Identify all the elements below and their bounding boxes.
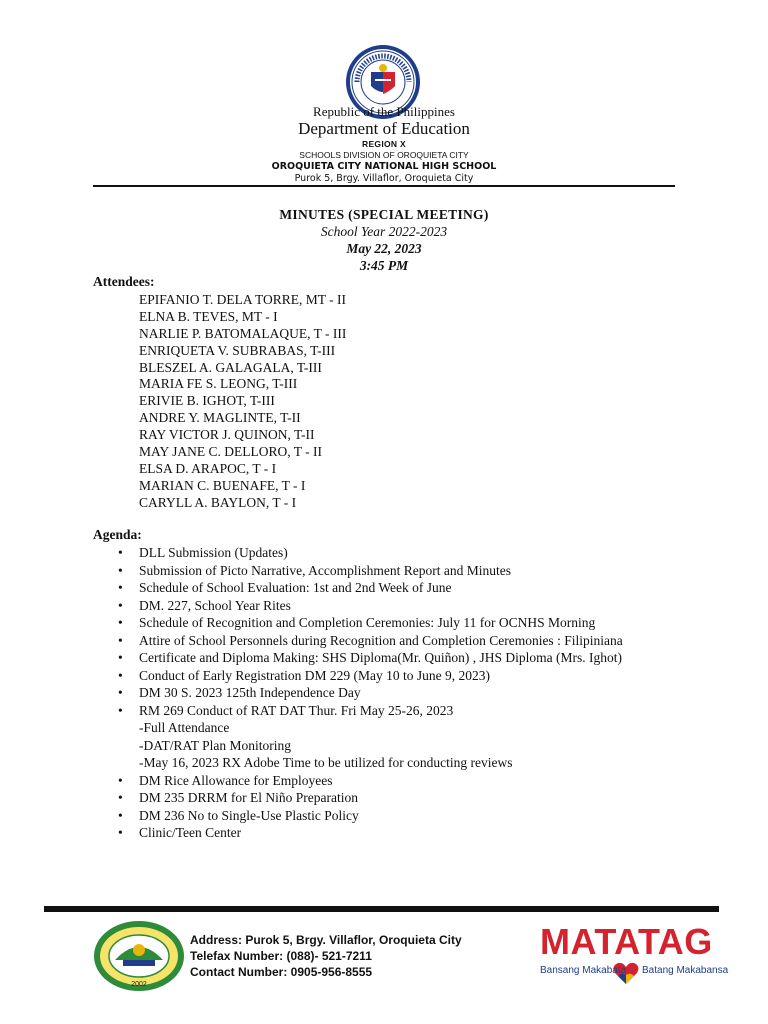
footer-address: Address: Purok 5, Brgy. Villaflor, Oroquieta City (190, 933, 462, 947)
bullet-icon: • (118, 807, 123, 823)
agenda-item-text: DLL Submission (Updates) (139, 545, 288, 560)
agenda-subitem: -May 16, 2023 RX Adobe Time to be utilized for conducting reviews (139, 755, 513, 770)
republic-line: Republic of the Philippines (313, 104, 455, 119)
matatag-tagline-left: Bansang Makabata (540, 965, 627, 976)
agenda-item-text: DM Rice Allowance for Employees (139, 772, 333, 788)
agenda-item (118, 562, 679, 580)
attendee-item: BLESZEL A. GALAGALA, T-III (139, 359, 322, 375)
bullet-icon: • (118, 790, 123, 805)
bullet-icon: • (118, 702, 123, 718)
bullet-icon: • (118, 562, 123, 578)
attendee-item: ELSA D. ARAPOC, T - I (139, 460, 277, 476)
agenda-label: Agenda: (93, 527, 142, 542)
bullet-icon: • (118, 597, 123, 613)
bullet-icon: • (118, 650, 123, 665)
attendee-item: ENRIQUETA V. SUBRABAS, T-III (139, 342, 336, 358)
header-divider (93, 185, 675, 187)
agenda-item (118, 579, 679, 597)
bullet-icon: • (118, 772, 123, 788)
agenda-item-text: RM 269 Conduct of RAT DAT Thur. Fri May 25-26, 2023 (139, 702, 454, 718)
bullet-icon: • (118, 615, 123, 630)
agenda-subitem: -DAT/RAT Plan Monitoring (139, 737, 292, 753)
agenda-item (118, 772, 679, 790)
division-line: SCHOOLS DIVISION OF OROQUIETA CITY (299, 150, 469, 160)
attendee-item: ERIVIE B. IGHOT, T-III (139, 393, 275, 409)
agenda-item (118, 649, 679, 667)
agenda-item (118, 614, 679, 632)
bullet-icon: • (118, 545, 123, 560)
agenda-item-text: DM. 227, School Year Rites (139, 597, 291, 613)
attendees-label: Attendees: (93, 274, 155, 289)
matatag-logo-text: MATATAG (540, 921, 713, 962)
agenda-item (118, 597, 679, 615)
meeting-date: May 22, 2023 (346, 241, 422, 256)
document-title: MINUTES (SPECIAL MEETING) (279, 207, 489, 222)
agenda-item (118, 807, 679, 825)
bullet-icon: • (118, 580, 123, 595)
agenda-item-text: Clinic/Teen Center (139, 825, 242, 840)
bullet-icon: • (118, 667, 123, 683)
matatag-tagline-right: Batang Makabansa (642, 965, 729, 976)
attendee-item: CARYLL A. BAYLON, T - I (139, 494, 297, 510)
agenda-item-text: Schedule of School Evaluation: 1st and 2nd Week of June (139, 580, 452, 595)
attendees-list (139, 292, 346, 512)
department-name: Department of Education (298, 119, 470, 138)
meeting-time: 3:45 PM (359, 258, 409, 273)
footer-divider (44, 906, 719, 912)
agenda-item (118, 789, 679, 807)
attendee-item: ELNA B. TEVES, MT - I (139, 308, 278, 324)
agenda-subitem: -Full Attendance (139, 720, 230, 735)
attendee-item: MAY JANE C. DELLORO, T - II (139, 444, 323, 460)
region-line: REGION X (362, 139, 406, 149)
agenda-item (118, 684, 679, 702)
agenda-item-text: DM 236 No to Single-Use Plastic Policy (139, 807, 359, 823)
attendee-item: MARIA FE S. LEONG, T-III (139, 376, 298, 392)
footer-telefax: Telefax Number: (088)- 521-7211 (190, 949, 372, 963)
bullet-icon: • (118, 685, 123, 700)
agenda-item-text: Attire of School Personnels during Recognition and Completion Ceremonies : Filipiniana (139, 632, 623, 648)
agenda-item (118, 544, 679, 562)
school-seal-icon (93, 920, 185, 992)
agenda-item-text: DM 235 DRRM for El Niño Preparation (139, 790, 358, 805)
agenda-item-text: DM 30 S. 2023 125th Independence Day (139, 685, 361, 700)
school-address: Purok 5, Brgy. Villaflor, Oroquieta City (294, 173, 474, 184)
school-year: School Year 2022-2023 (320, 224, 448, 239)
bullet-icon: • (118, 825, 123, 840)
attendee-item: RAY VICTOR J. QUINON, T-II (139, 427, 315, 443)
footer-contact-number: Contact Number: 0905-956-8555 (190, 965, 373, 979)
attendee-item: MARIAN C. BUENAFE, T - I (139, 477, 306, 493)
agenda-item-text: Conduct of Early Registration DM 229 (May 10 to June 9, 2023) (139, 667, 490, 683)
agenda-item (118, 824, 679, 842)
school-name: OROQUIETA CITY NATIONAL HIGH SCHOOL (271, 161, 497, 172)
attendee-item: EPIFANIO T. DELA TORRE, MT - II (139, 292, 347, 307)
agenda-item-text: Schedule of Recognition and Completion Ceremonies: July 11 for OCNHS Morning (139, 615, 596, 630)
attendee-item: ANDRE Y. MAGLINTE, T-II (139, 410, 301, 426)
agenda-item (118, 632, 679, 650)
agenda-item-text: Submission of Picto Narrative, Accomplishment Report and Minutes (139, 562, 511, 578)
agenda-item (118, 667, 679, 685)
school-seal-year: 2002 (131, 981, 147, 988)
bullet-icon: • (118, 632, 123, 648)
agenda-list (118, 544, 679, 842)
agenda-item (118, 702, 679, 772)
agenda-item-text: Certificate and Diploma Making: SHS Diploma(Mr. Quiñon) , JHS Diploma (Mrs. Ighot) (139, 650, 622, 665)
attendee-item: NARLIE P. BATOMALAQUE, T - III (139, 325, 347, 341)
